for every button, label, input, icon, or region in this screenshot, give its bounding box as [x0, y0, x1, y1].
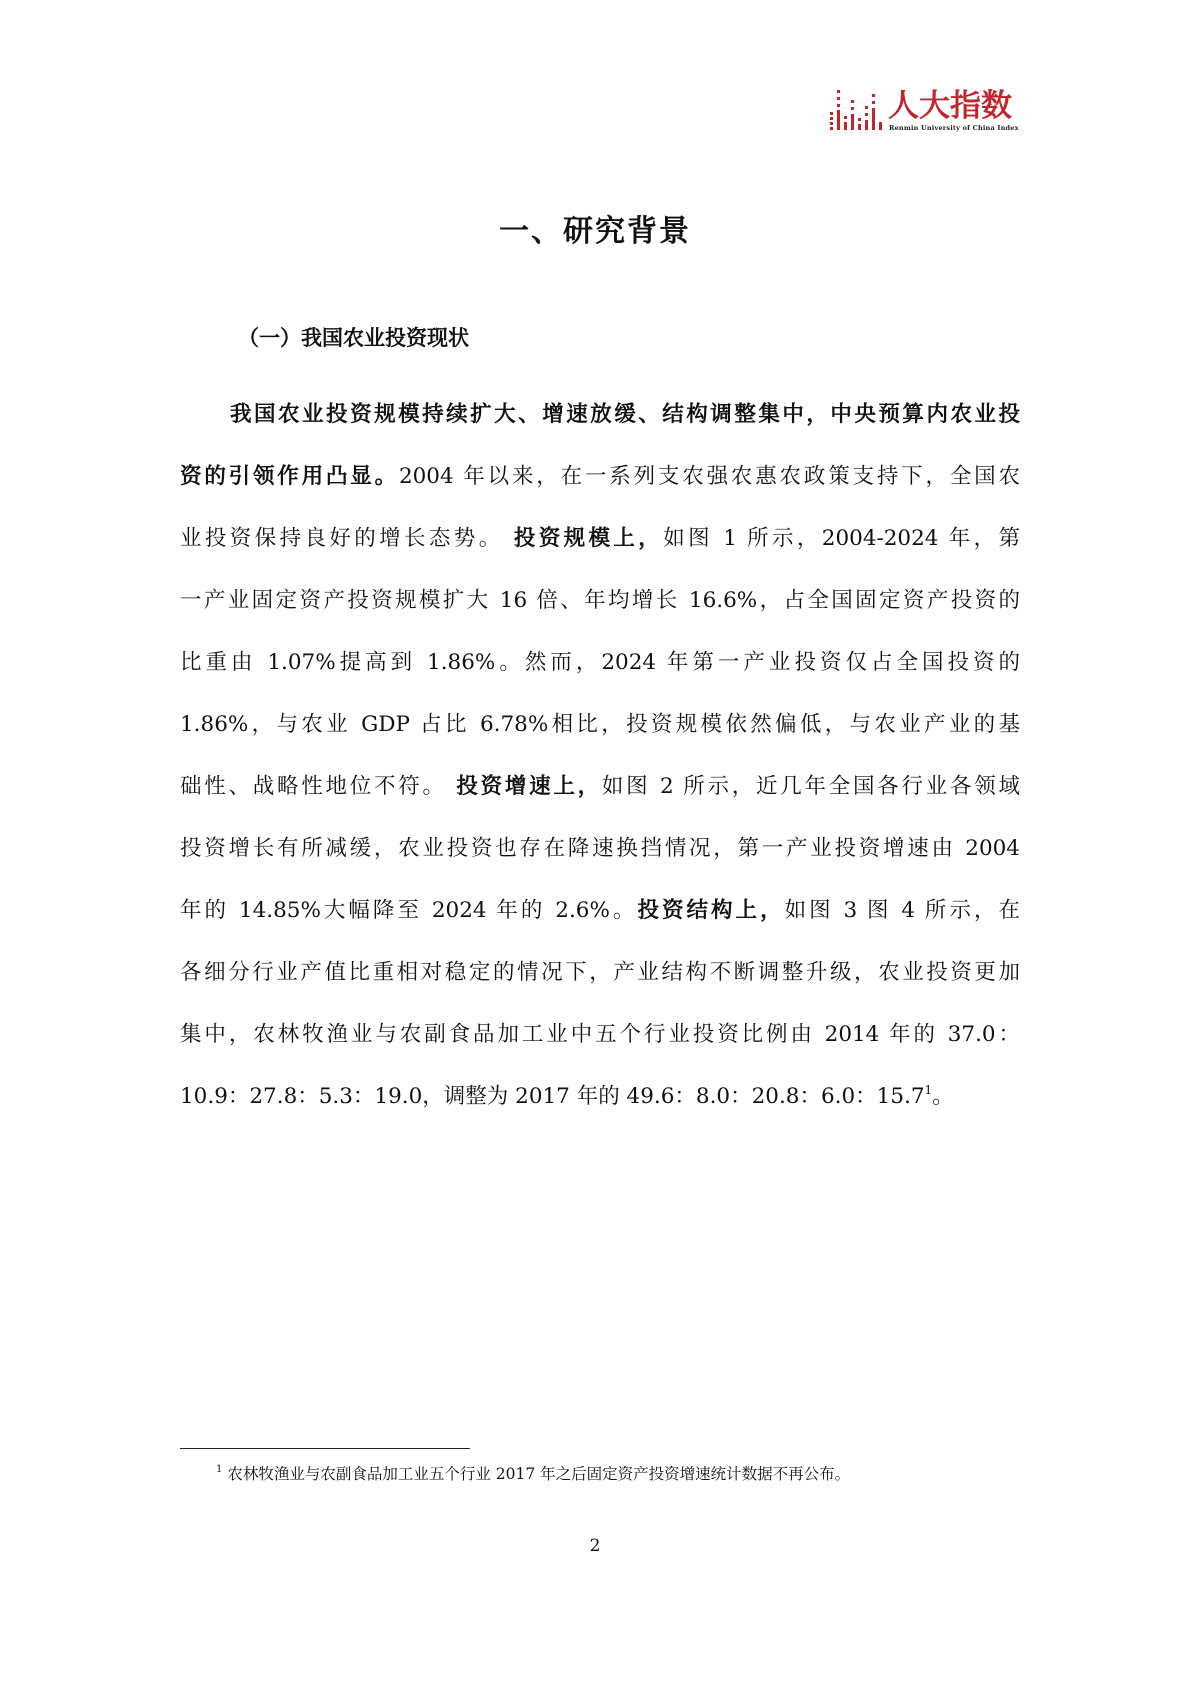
footnote-ref: 1 — [924, 1083, 933, 1097]
section-title: 一、研究背景 — [499, 214, 691, 249]
text-run: 一产业固定资产投资规模扩大 16 倍、年均增长 16.6%，占全国固定资产投资的 — [180, 588, 1020, 613]
paragraph-line — [180, 570, 1020, 632]
text-run: 1.86%，与农业 GDP 占比 6.78%相比，投资规模依然偏低，与农业产业的基 — [180, 712, 1020, 737]
footnote-marker: 1 — [216, 1464, 223, 1475]
footnote-divider — [180, 1448, 470, 1449]
bold-text: 我国农业投资规模持续扩大、增速放缓、结构调整集中，中央预算内农业投 — [230, 402, 1020, 427]
subsection-heading: （一）我国农业投资现状 — [238, 326, 469, 350]
text-run: 础性、战略性地位不符。 — [180, 774, 457, 799]
text-run: 10.9：27.8：5.3：19.0，调整为 2017 年的 49.6：8.0：20.8：6.0：15.7 — [180, 1084, 925, 1109]
paragraph-line — [180, 942, 1020, 1004]
page-number: 2 — [589, 1536, 601, 1556]
paragraph-line — [180, 880, 1020, 942]
bold-text: 投资规模上， — [513, 526, 664, 551]
text-run: 各细分行业产值比重相对稳定的情况下，产业结构不断调整升级，农业投资更加 — [180, 960, 1020, 985]
logo-text: 人大指数 — [888, 88, 1012, 124]
text-run: 如图 2 所示，近几年全国各行业各领域 — [601, 774, 1020, 799]
paragraph-line — [180, 384, 1020, 446]
paragraph-line — [180, 694, 1020, 756]
logo — [828, 82, 1018, 138]
text-run: 如图 1 所示，2004-2024 年，第 — [663, 526, 1020, 551]
paragraph-line — [180, 1066, 1020, 1128]
text-run: 比重由 1.07%提高到 1.86%。然而，2024 年第一产业投资仅占全国投资的 — [180, 650, 1020, 675]
text-run: 投资增长有所减缓，农业投资也存在降速换挡情况，第一产业投资增速由 2004 — [180, 836, 1020, 861]
paragraph-line — [180, 756, 1020, 818]
paragraph-line — [180, 818, 1020, 880]
logo-bars-icon — [828, 86, 888, 130]
bold-text: 投资结构上， — [637, 898, 785, 923]
text-run: 集中，农林牧渔业与农副食品加工业中五个行业投资比例由 2014 年的 37.0： — [180, 1022, 1020, 1047]
logo-subtitle: Renmin University of China Index — [889, 124, 1019, 132]
body-paragraph — [180, 384, 1020, 1128]
text-run: 2004 年以来，在一系列支农强农惠农政策支持下，全国农 — [398, 464, 1020, 489]
bold-text: 投资增速上， — [456, 774, 602, 799]
paragraph-line — [180, 632, 1020, 694]
footnote — [216, 1462, 850, 1484]
paragraph-line — [180, 508, 1020, 570]
paragraph-line — [180, 1004, 1020, 1066]
text-run: 如图 3 图 4 所示，在 — [784, 898, 1020, 923]
paragraph-line — [180, 446, 1020, 508]
text-run: 。 — [932, 1084, 954, 1109]
text-run: 业投资保持良好的增长态势。 — [180, 526, 514, 551]
bold-text: 资的引领作用凸显。 — [180, 464, 399, 489]
text-run: 年的 14.85%大幅降至 2024 年的 2.6%。 — [180, 898, 638, 923]
footnote-text: 农林牧渔业与农副食品加工业五个行业 2017 年之后固定资产投资增速统计数据不再公布。 — [227, 1465, 851, 1483]
